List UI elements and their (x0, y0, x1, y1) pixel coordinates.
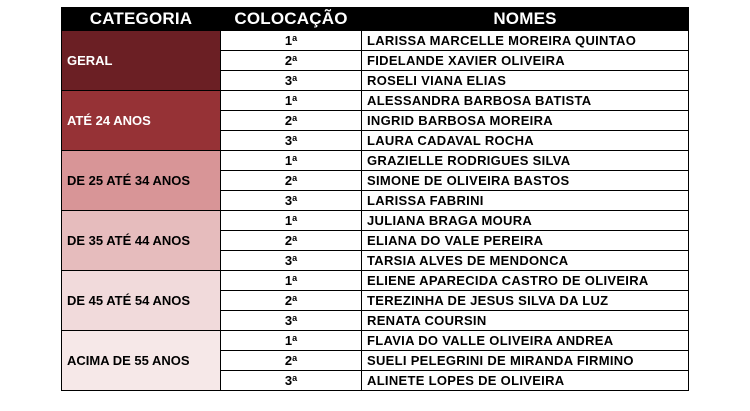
position-ordinal: a (292, 173, 298, 183)
name-cell: FLAVIA DO VALLE OLIVEIRA ANDREA (362, 331, 689, 351)
position-cell (221, 331, 362, 351)
position-number: 3 (284, 193, 293, 208)
position-number: 3 (284, 313, 293, 328)
name-cell: LAURA CADAVAL ROCHA (362, 131, 689, 151)
name-cell: JULIANA BRAGA MOURA (362, 211, 689, 231)
position-cell (221, 311, 362, 331)
position-number: 2 (284, 53, 293, 68)
position-ordinal: a (292, 233, 298, 243)
name-cell: ELIENE APARECIDA CASTRO DE OLIVEIRA (362, 271, 689, 291)
position-ordinal: a (292, 293, 298, 303)
name-cell: ELIANA DO VALE PEREIRA (362, 231, 689, 251)
position-ordinal: a (292, 213, 298, 223)
position-ordinal: a (292, 33, 298, 43)
name-cell: GRAZIELLE RODRIGUES SILVA (362, 151, 689, 171)
position-cell (221, 171, 362, 191)
position-number: 3 (284, 373, 293, 388)
position-number: 1 (284, 213, 293, 228)
position-number: 2 (284, 353, 293, 368)
position-cell (221, 251, 362, 271)
position-ordinal: a (292, 73, 298, 83)
position-ordinal: a (292, 93, 298, 103)
name-cell: FIDELANDE XAVIER OLIVEIRA (362, 51, 689, 71)
position-ordinal: a (292, 193, 298, 203)
name-cell: LARISSA MARCELLE MOREIRA QUINTAO (362, 31, 689, 51)
results-body (62, 31, 689, 391)
position-number: 2 (284, 233, 293, 248)
table-row (62, 31, 689, 51)
category-cell: GERAL (62, 31, 221, 91)
position-cell (221, 71, 362, 91)
position-number: 3 (284, 133, 293, 148)
name-cell: SIMONE DE OLIVEIRA BASTOS (362, 171, 689, 191)
table-row (62, 211, 689, 231)
position-number: 1 (284, 273, 293, 288)
name-cell: LARISSA FABRINI (362, 191, 689, 211)
name-cell: TEREZINHA DE JESUS SILVA DA LUZ (362, 291, 689, 311)
position-number: 1 (284, 333, 293, 348)
position-ordinal: a (292, 253, 298, 263)
position-cell (221, 131, 362, 151)
name-cell: INGRID BARBOSA MOREIRA (362, 111, 689, 131)
position-number: 3 (284, 253, 293, 268)
table-row (62, 91, 689, 111)
name-cell: ALINETE LOPES DE OLIVEIRA (362, 371, 689, 391)
header-colocacao: COLOCAÇÃO (221, 8, 362, 31)
table-row (62, 331, 689, 351)
table-row (62, 271, 689, 291)
name-cell: SUELI PELEGRINI DE MIRANDA FIRMINO (362, 351, 689, 371)
header-row (62, 8, 689, 31)
position-cell (221, 51, 362, 71)
header-nomes: NOMES (362, 8, 689, 31)
position-number: 2 (284, 173, 293, 188)
position-cell (221, 271, 362, 291)
position-ordinal: a (292, 53, 298, 63)
position-number: 2 (284, 293, 293, 308)
position-cell (221, 211, 362, 231)
position-cell (221, 31, 362, 51)
position-cell (221, 291, 362, 311)
position-cell (221, 91, 362, 111)
position-number: 1 (284, 93, 293, 108)
category-cell: DE 25 ATÉ 34 ANOS (62, 151, 221, 211)
position-number: 3 (284, 73, 293, 88)
position-cell (221, 351, 362, 371)
position-number: 1 (284, 153, 293, 168)
position-ordinal: a (292, 353, 298, 363)
position-cell (221, 151, 362, 171)
position-number: 1 (284, 33, 293, 48)
position-cell (221, 371, 362, 391)
position-ordinal: a (292, 133, 298, 143)
position-ordinal: a (292, 333, 298, 343)
position-cell (221, 111, 362, 131)
category-cell: ATÉ 24 ANOS (62, 91, 221, 151)
name-cell: RENATA COURSIN (362, 311, 689, 331)
position-number: 2 (284, 113, 293, 128)
category-cell: DE 45 ATÉ 54 ANOS (62, 271, 221, 331)
position-ordinal: a (292, 273, 298, 283)
position-ordinal: a (292, 313, 298, 323)
name-cell: ALESSANDRA BARBOSA BATISTA (362, 91, 689, 111)
position-cell (221, 191, 362, 211)
header-categoria: CATEGORIA (62, 8, 221, 31)
table-row (62, 151, 689, 171)
position-ordinal: a (292, 113, 298, 123)
category-cell: DE 35 ATÉ 44 ANOS (62, 211, 221, 271)
position-cell (221, 231, 362, 251)
category-cell: ACIMA DE 55 ANOS (62, 331, 221, 391)
name-cell: ROSELI VIANA ELIAS (362, 71, 689, 91)
results-table-container (61, 7, 688, 391)
name-cell: TARSIA ALVES DE MENDONCA (362, 251, 689, 271)
position-ordinal: a (292, 373, 298, 383)
results-table (61, 7, 689, 391)
position-ordinal: a (292, 153, 298, 163)
